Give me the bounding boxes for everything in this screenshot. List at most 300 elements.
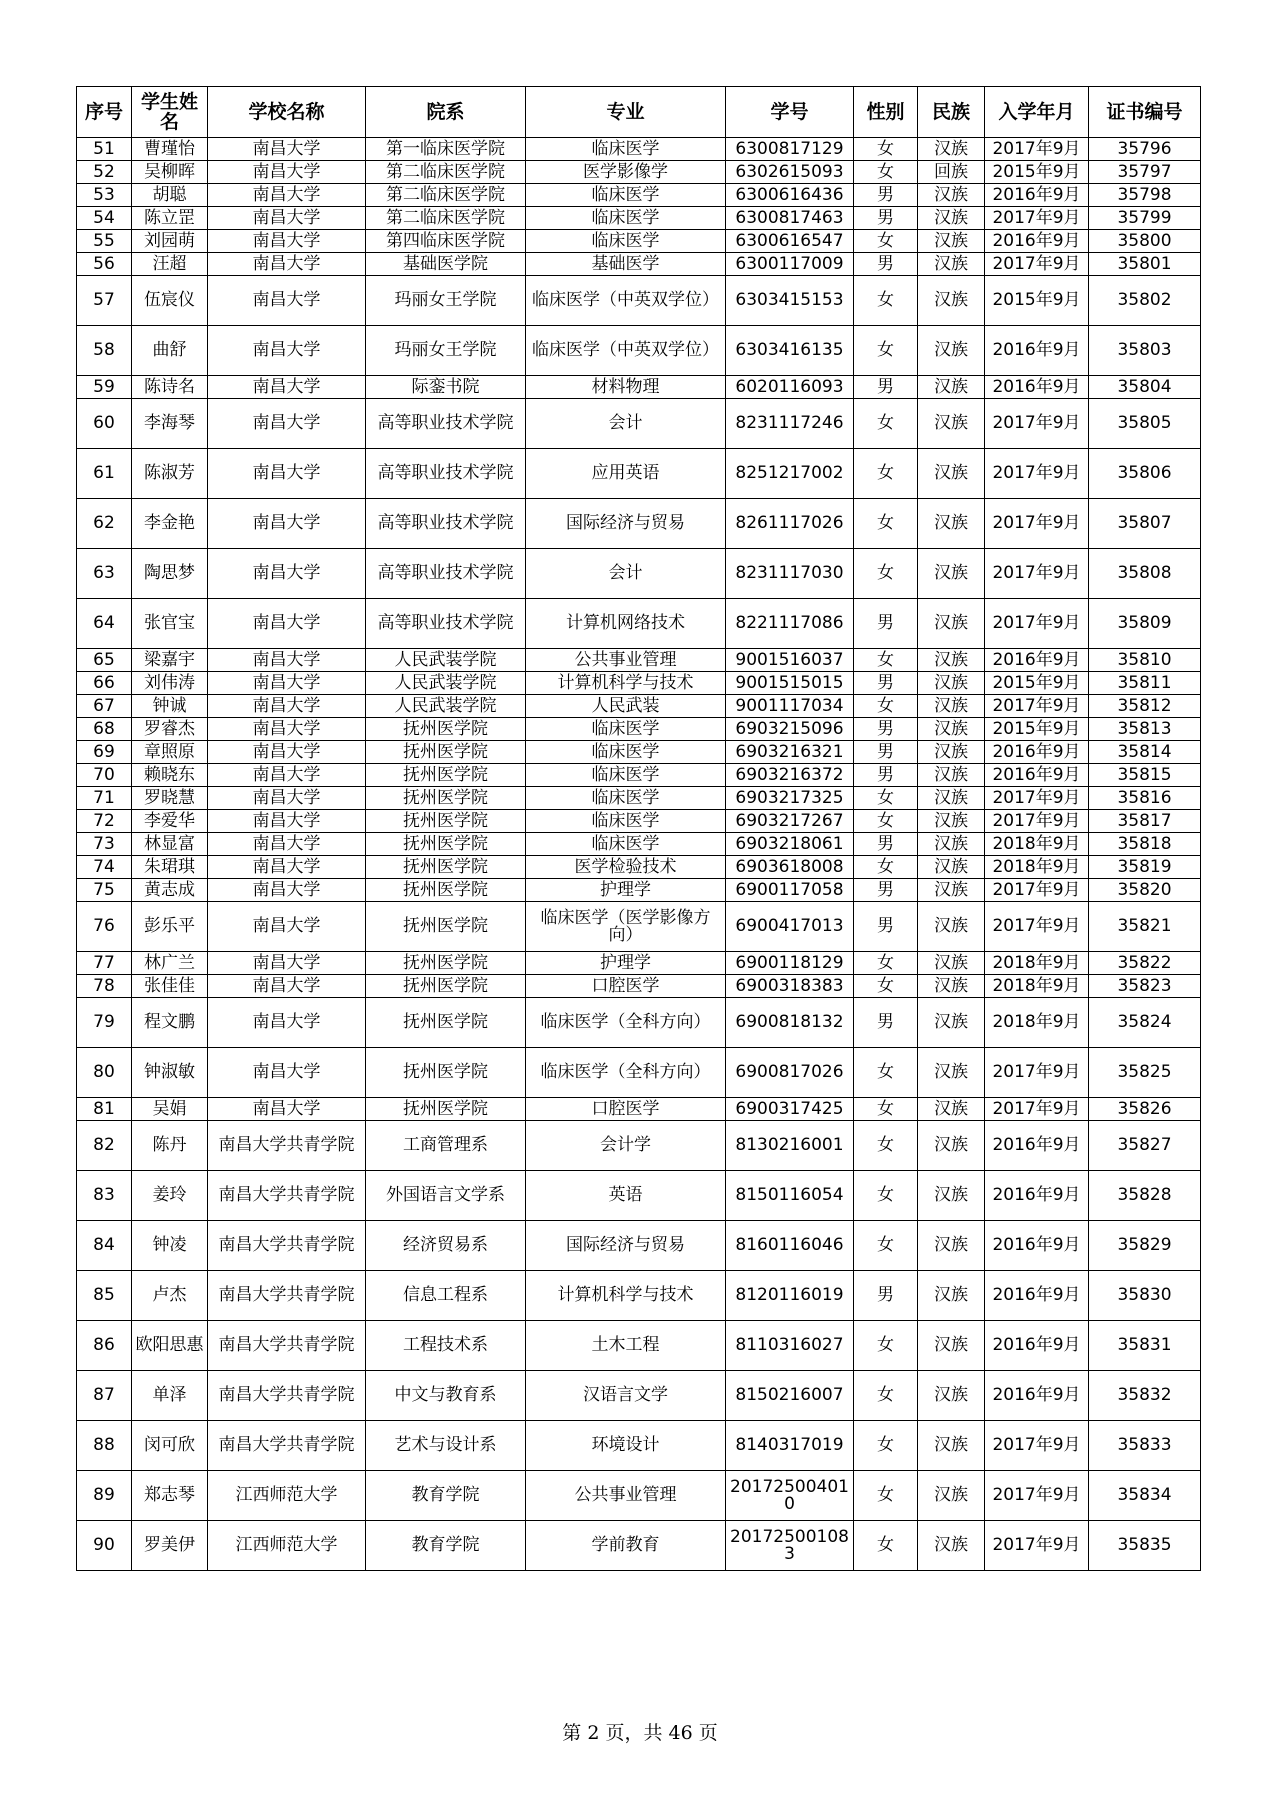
cell-student-id: 201725001083 [726,1521,854,1571]
cell-index: 87 [77,1371,132,1421]
cell-department: 教育学院 [366,1521,526,1571]
cell-ethnicity: 汉族 [918,1221,985,1271]
table-row [77,207,1201,230]
cell-student-name: 罗睿杰 [132,718,208,741]
cell-index: 83 [77,1171,132,1221]
cell-department: 工商管理系 [366,1121,526,1171]
cell-student-name: 李金艳 [132,499,208,549]
cell-school-name: 南昌大学 [208,399,366,449]
cell-certificate-number: 35804 [1089,376,1201,399]
cell-gender: 女 [854,856,918,879]
cell-index: 51 [77,138,132,161]
cell-major: 公共事业管理 [526,1471,726,1521]
cell-gender: 男 [854,764,918,787]
cell-department: 抚州医学院 [366,975,526,998]
cell-ethnicity: 汉族 [918,1048,985,1098]
cell-student-id: 6900817026 [726,1048,854,1098]
cell-department: 抚州医学院 [366,1048,526,1098]
cell-school-name: 南昌大学 [208,718,366,741]
cell-student-id: 8140317019 [726,1421,854,1471]
cell-gender: 男 [854,207,918,230]
cell-enrollment-date: 2016年9月 [985,1121,1089,1171]
cell-student-id: 8231117246 [726,399,854,449]
cell-ethnicity: 汉族 [918,253,985,276]
cell-ethnicity: 汉族 [918,399,985,449]
cell-major: 英语 [526,1171,726,1221]
cell-student-id: 6900318383 [726,975,854,998]
cell-department: 第四临床医学院 [366,230,526,253]
table-row [77,764,1201,787]
table-row [77,138,1201,161]
cell-department: 外国语言文学系 [366,1171,526,1221]
table-row [77,856,1201,879]
cell-certificate-number: 35797 [1089,161,1201,184]
cell-student-id: 9001515015 [726,672,854,695]
cell-school-name: 南昌大学共青学院 [208,1271,366,1321]
table-row [77,230,1201,253]
cell-student-name: 陈诗名 [132,376,208,399]
cell-index: 67 [77,695,132,718]
cell-enrollment-date: 2017年9月 [985,695,1089,718]
cell-index: 63 [77,549,132,599]
table-row [77,672,1201,695]
cell-index: 66 [77,672,132,695]
cell-major: 临床医学 [526,138,726,161]
table-row [77,718,1201,741]
cell-certificate-number: 35808 [1089,549,1201,599]
cell-gender: 男 [854,998,918,1048]
cell-student-id: 6903217267 [726,810,854,833]
cell-student-id: 6903217325 [726,787,854,810]
cell-certificate-number: 35810 [1089,649,1201,672]
table-row [77,376,1201,399]
cell-enrollment-date: 2017年9月 [985,1471,1089,1521]
cell-enrollment-date: 2016年9月 [985,764,1089,787]
cell-index: 88 [77,1421,132,1471]
cell-enrollment-date: 2017年9月 [985,1521,1089,1571]
cell-school-name: 南昌大学 [208,741,366,764]
cell-certificate-number: 35799 [1089,207,1201,230]
cell-index: 53 [77,184,132,207]
cell-gender: 男 [854,879,918,902]
cell-student-name: 李海琴 [132,399,208,449]
cell-student-id: 8251217002 [726,449,854,499]
cell-student-id: 9001117034 [726,695,854,718]
table-row [77,449,1201,499]
cell-major: 会计 [526,399,726,449]
cell-certificate-number: 35814 [1089,741,1201,764]
cell-ethnicity: 汉族 [918,376,985,399]
cell-student-name: 曹瑾怡 [132,138,208,161]
cell-major: 临床医学（全科方向） [526,998,726,1048]
cell-index: 86 [77,1321,132,1371]
cell-certificate-number: 35818 [1089,833,1201,856]
cell-ethnicity: 汉族 [918,599,985,649]
table-row [77,1121,1201,1171]
header-ethnicity: 民族 [918,87,985,138]
cell-ethnicity: 汉族 [918,1271,985,1321]
cell-major: 临床医学 [526,207,726,230]
cell-certificate-number: 35822 [1089,952,1201,975]
cell-major: 临床医学 [526,810,726,833]
cell-student-name: 刘伟涛 [132,672,208,695]
cell-student-name: 程文鹏 [132,998,208,1048]
cell-student-id: 6303416135 [726,326,854,376]
cell-gender: 女 [854,1098,918,1121]
cell-gender: 女 [854,1121,918,1171]
cell-department: 抚州医学院 [366,833,526,856]
cell-index: 71 [77,787,132,810]
cell-school-name: 南昌大学 [208,902,366,952]
cell-gender: 女 [854,787,918,810]
cell-gender: 女 [854,1221,918,1271]
cell-certificate-number: 35801 [1089,253,1201,276]
cell-major: 计算机网络技术 [526,599,726,649]
cell-school-name: 南昌大学 [208,1048,366,1098]
cell-enrollment-date: 2018年9月 [985,952,1089,975]
cell-student-name: 林广兰 [132,952,208,975]
cell-school-name: 南昌大学共青学院 [208,1171,366,1221]
cell-gender: 女 [854,1321,918,1371]
table-row [77,741,1201,764]
cell-major: 环境设计 [526,1421,726,1471]
cell-certificate-number: 35812 [1089,695,1201,718]
cell-student-name: 姜玲 [132,1171,208,1221]
cell-student-id: 6903216372 [726,764,854,787]
cell-department: 高等职业技术学院 [366,449,526,499]
cell-major: 汉语言文学 [526,1371,726,1421]
cell-index: 82 [77,1121,132,1171]
cell-school-name: 南昌大学 [208,230,366,253]
cell-student-id: 8130216001 [726,1121,854,1171]
cell-student-name: 钟淑敏 [132,1048,208,1098]
cell-student-id: 8110316027 [726,1321,854,1371]
cell-department: 第二临床医学院 [366,161,526,184]
table-row [77,787,1201,810]
header-department: 院系 [366,87,526,138]
cell-student-name: 朱珺琪 [132,856,208,879]
cell-certificate-number: 35815 [1089,764,1201,787]
cell-enrollment-date: 2016年9月 [985,230,1089,253]
cell-student-id: 6020116093 [726,376,854,399]
cell-ethnicity: 汉族 [918,902,985,952]
cell-enrollment-date: 2017年9月 [985,138,1089,161]
cell-major: 国际经济与贸易 [526,1221,726,1271]
header-enrollment-date: 入学年月 [985,87,1089,138]
cell-school-name: 南昌大学 [208,549,366,599]
cell-student-id: 6900118129 [726,952,854,975]
cell-certificate-number: 35802 [1089,276,1201,326]
cell-major: 护理学 [526,952,726,975]
cell-index: 52 [77,161,132,184]
table-row [77,1048,1201,1098]
cell-certificate-number: 35803 [1089,326,1201,376]
cell-gender: 女 [854,549,918,599]
cell-major: 临床医学 [526,787,726,810]
cell-enrollment-date: 2017年9月 [985,1098,1089,1121]
cell-index: 54 [77,207,132,230]
cell-gender: 女 [854,952,918,975]
cell-major: 临床医学 [526,764,726,787]
cell-enrollment-date: 2018年9月 [985,975,1089,998]
cell-index: 74 [77,856,132,879]
cell-index: 60 [77,399,132,449]
cell-index: 55 [77,230,132,253]
cell-index: 72 [77,810,132,833]
table-row [77,399,1201,449]
cell-certificate-number: 35819 [1089,856,1201,879]
cell-index: 90 [77,1521,132,1571]
cell-certificate-number: 35825 [1089,1048,1201,1098]
table-body [77,138,1201,1571]
cell-department: 信息工程系 [366,1271,526,1321]
cell-ethnicity: 汉族 [918,499,985,549]
page-number: 第 2 页，共 46 页 [562,1722,718,1744]
cell-student-id: 6300616436 [726,184,854,207]
header-student-name: 学生姓名 [132,87,208,138]
cell-student-name: 汪超 [132,253,208,276]
cell-major: 学前教育 [526,1521,726,1571]
cell-ethnicity: 汉族 [918,856,985,879]
header-major: 专业 [526,87,726,138]
cell-department: 抚州医学院 [366,810,526,833]
cell-student-name: 钟诚 [132,695,208,718]
cell-department: 经济贸易系 [366,1221,526,1271]
cell-enrollment-date: 2016年9月 [985,1371,1089,1421]
cell-school-name: 南昌大学共青学院 [208,1121,366,1171]
cell-gender: 女 [854,1371,918,1421]
cell-index: 61 [77,449,132,499]
cell-enrollment-date: 2017年9月 [985,787,1089,810]
cell-certificate-number: 35827 [1089,1121,1201,1171]
cell-ethnicity: 汉族 [918,1121,985,1171]
cell-ethnicity: 汉族 [918,1171,985,1221]
cell-student-name: 张官宝 [132,599,208,649]
cell-school-name: 南昌大学 [208,649,366,672]
cell-student-name: 赖晓东 [132,764,208,787]
cell-school-name: 南昌大学 [208,276,366,326]
cell-gender: 女 [854,1421,918,1471]
cell-index: 89 [77,1471,132,1521]
cell-enrollment-date: 2015年9月 [985,672,1089,695]
cell-index: 73 [77,833,132,856]
cell-major: 临床医学 [526,718,726,741]
cell-student-id: 8160116046 [726,1221,854,1271]
cell-department: 中文与教育系 [366,1371,526,1421]
cell-certificate-number: 35831 [1089,1321,1201,1371]
cell-enrollment-date: 2017年9月 [985,499,1089,549]
cell-gender: 男 [854,599,918,649]
cell-student-name: 梁嘉宇 [132,649,208,672]
cell-gender: 男 [854,376,918,399]
header-school-name: 学校名称 [208,87,366,138]
cell-gender: 女 [854,1521,918,1571]
cell-enrollment-date: 2016年9月 [985,649,1089,672]
cell-student-name: 卢杰 [132,1271,208,1321]
cell-department: 抚州医学院 [366,902,526,952]
cell-school-name: 南昌大学共青学院 [208,1371,366,1421]
cell-department: 人民武装学院 [366,649,526,672]
cell-enrollment-date: 2015年9月 [985,161,1089,184]
cell-index: 79 [77,998,132,1048]
cell-school-name: 南昌大学 [208,499,366,549]
cell-major: 材料物理 [526,376,726,399]
cell-enrollment-date: 2016年9月 [985,1271,1089,1321]
cell-school-name: 南昌大学 [208,975,366,998]
cell-index: 80 [77,1048,132,1098]
table-row [77,879,1201,902]
cell-student-id: 6303415153 [726,276,854,326]
cell-student-name: 李爱华 [132,810,208,833]
cell-index: 84 [77,1221,132,1271]
cell-school-name: 南昌大学 [208,207,366,230]
cell-student-name: 黄志成 [132,879,208,902]
cell-gender: 男 [854,1271,918,1321]
cell-ethnicity: 汉族 [918,718,985,741]
cell-department: 人民武装学院 [366,672,526,695]
table-row [77,649,1201,672]
cell-department: 抚州医学院 [366,741,526,764]
table-row [77,276,1201,326]
cell-enrollment-date: 2017年9月 [985,399,1089,449]
cell-gender: 女 [854,161,918,184]
cell-index: 65 [77,649,132,672]
cell-student-id: 6903216321 [726,741,854,764]
cell-enrollment-date: 2015年9月 [985,276,1089,326]
cell-enrollment-date: 2017年9月 [985,879,1089,902]
table-row [77,975,1201,998]
cell-student-name: 闵可欣 [132,1421,208,1471]
cell-student-id: 6900818132 [726,998,854,1048]
cell-enrollment-date: 2017年9月 [985,253,1089,276]
cell-school-name: 江西师范大学 [208,1471,366,1521]
table-row [77,549,1201,599]
cell-school-name: 南昌大学 [208,952,366,975]
header-gender: 性别 [854,87,918,138]
cell-ethnicity: 回族 [918,161,985,184]
cell-enrollment-date: 2016年9月 [985,1221,1089,1271]
cell-certificate-number: 35800 [1089,230,1201,253]
cell-enrollment-date: 2016年9月 [985,376,1089,399]
cell-enrollment-date: 2017年9月 [985,449,1089,499]
cell-ethnicity: 汉族 [918,672,985,695]
cell-school-name: 南昌大学 [208,253,366,276]
cell-gender: 女 [854,1471,918,1521]
cell-ethnicity: 汉族 [918,741,985,764]
cell-major: 临床医学（中英双学位） [526,326,726,376]
cell-major: 基础医学 [526,253,726,276]
table-row [77,810,1201,833]
cell-student-name: 伍宸仪 [132,276,208,326]
cell-certificate-number: 35832 [1089,1371,1201,1421]
cell-ethnicity: 汉族 [918,1321,985,1371]
cell-department: 高等职业技术学院 [366,399,526,449]
cell-school-name: 南昌大学 [208,599,366,649]
cell-gender: 男 [854,253,918,276]
cell-certificate-number: 35826 [1089,1098,1201,1121]
cell-certificate-number: 35809 [1089,599,1201,649]
cell-enrollment-date: 2016年9月 [985,184,1089,207]
cell-school-name: 南昌大学 [208,833,366,856]
cell-major: 临床医学（医学影像方向） [526,902,726,952]
cell-gender: 女 [854,326,918,376]
cell-enrollment-date: 2017年9月 [985,599,1089,649]
cell-certificate-number: 35833 [1089,1421,1201,1471]
cell-ethnicity: 汉族 [918,1521,985,1571]
cell-certificate-number: 35807 [1089,499,1201,549]
cell-school-name: 南昌大学 [208,376,366,399]
cell-certificate-number: 35829 [1089,1221,1201,1271]
cell-major: 医学影像学 [526,161,726,184]
cell-ethnicity: 汉族 [918,326,985,376]
cell-ethnicity: 汉族 [918,1471,985,1521]
cell-student-name: 刘园萌 [132,230,208,253]
cell-major: 临床医学 [526,184,726,207]
cell-gender: 女 [854,975,918,998]
table-row [77,952,1201,975]
cell-student-id: 9001516037 [726,649,854,672]
cell-ethnicity: 汉族 [918,549,985,599]
cell-index: 62 [77,499,132,549]
cell-student-name: 陈丹 [132,1121,208,1171]
cell-student-name: 胡聪 [132,184,208,207]
cell-major: 人民武装 [526,695,726,718]
cell-school-name: 南昌大学 [208,810,366,833]
cell-ethnicity: 汉族 [918,810,985,833]
cell-school-name: 南昌大学共青学院 [208,1321,366,1371]
cell-certificate-number: 35813 [1089,718,1201,741]
cell-enrollment-date: 2018年9月 [985,833,1089,856]
table-row [77,253,1201,276]
cell-certificate-number: 35796 [1089,138,1201,161]
cell-major: 临床医学（中英双学位） [526,276,726,326]
table-row [77,1421,1201,1471]
cell-department: 高等职业技术学院 [366,549,526,599]
table-row [77,1271,1201,1321]
cell-school-name: 南昌大学 [208,138,366,161]
cell-certificate-number: 35834 [1089,1471,1201,1521]
cell-department: 玛丽女王学院 [366,326,526,376]
cell-gender: 女 [854,649,918,672]
table-row [77,998,1201,1048]
header-index: 序号 [77,87,132,138]
cell-student-id: 6300616547 [726,230,854,253]
table-row [77,1321,1201,1371]
cell-school-name: 南昌大学 [208,326,366,376]
cell-school-name: 南昌大学 [208,449,366,499]
cell-ethnicity: 汉族 [918,1371,985,1421]
cell-gender: 女 [854,695,918,718]
cell-gender: 男 [854,741,918,764]
cell-student-id: 8150216007 [726,1371,854,1421]
cell-student-id: 6903215096 [726,718,854,741]
cell-student-name: 吴娟 [132,1098,208,1121]
cell-index: 69 [77,741,132,764]
cell-department: 工程技术系 [366,1321,526,1371]
cell-department: 抚州医学院 [366,952,526,975]
cell-ethnicity: 汉族 [918,1098,985,1121]
cell-school-name: 江西师范大学 [208,1521,366,1571]
cell-student-name: 彭乐平 [132,902,208,952]
cell-index: 70 [77,764,132,787]
cell-school-name: 南昌大学 [208,787,366,810]
cell-enrollment-date: 2017年9月 [985,207,1089,230]
cell-department: 高等职业技术学院 [366,599,526,649]
cell-gender: 男 [854,718,918,741]
cell-enrollment-date: 2018年9月 [985,856,1089,879]
cell-school-name: 南昌大学 [208,184,366,207]
cell-student-id: 6900117058 [726,879,854,902]
